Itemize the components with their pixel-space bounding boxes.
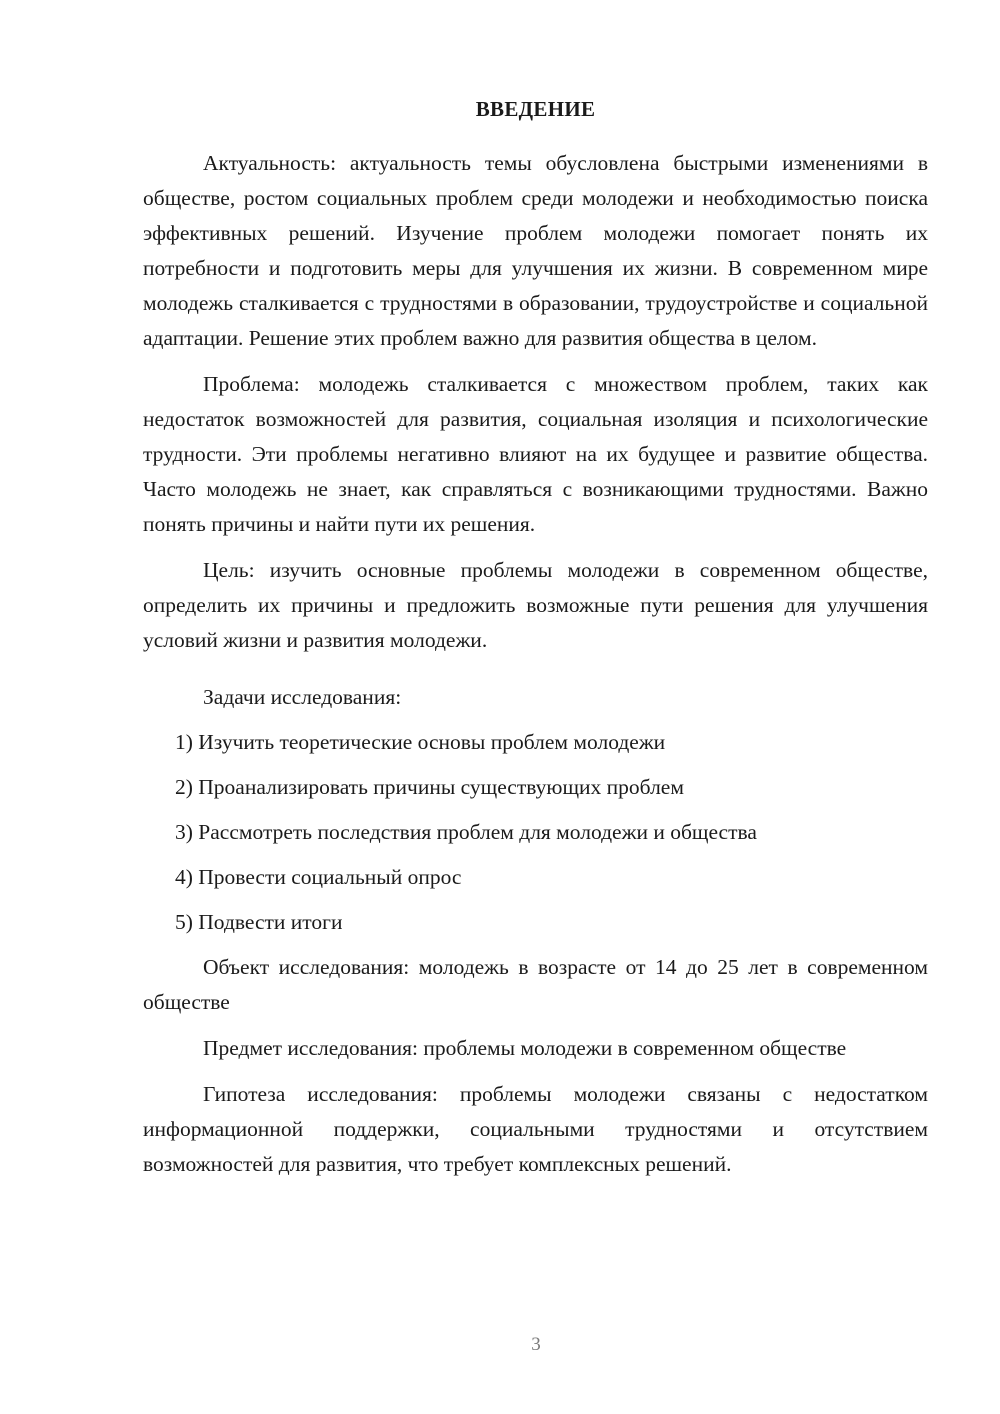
document-page: [143, 92, 928, 1193]
page-number: 3: [531, 1334, 541, 1355]
task-item-1: 1) Изучить теоретические основы проблем молодежи: [175, 730, 666, 754]
goal-paragraph: Цель: изучить основные проблемы молодежи в современном обществе, определить их причины и предложить возможные пути решения для улучшения условий жизни и развития молодежи.: [143, 558, 928, 652]
tasks-title: Задачи исследования:: [203, 685, 402, 709]
section-heading: ВВЕДЕНИЕ: [475, 97, 596, 121]
task-item-3: 3) Рассмотреть последствия проблем для молодежи и общества: [175, 820, 757, 844]
hypothesis-paragraph: Гипотеза исследования: проблемы молодежи связаны с недостатком информационной поддержки, социальными трудностями и отсутствием возможностей для развития, что требует комплексных решений.: [143, 1082, 928, 1176]
problem-paragraph: Проблема: молодежь сталкивается с множеством проблем, таких как недостаток возможностей для развития, социальная изоляция и психологические трудности. Эти проблемы негативно влияют на их будущее и развитие общества. Часто молодежь не знает, как справляться с возникающими трудностями. Важно понять причины и найти пути их решения.: [143, 372, 928, 536]
subject-paragraph: Предмет исследования: проблемы молодежи в современном обществе: [203, 1036, 847, 1060]
relevance-paragraph: Актуальность: актуальность темы обусловлена быстрыми изменениями в обществе, ростом социальных проблем среди молодежи и необходимостью поиска эффективных решений. Изучение проблем молодежи помогает понять их потребности и подготовить меры для улучшения их жизни. В современном мире молодежь сталкивается с трудностями в образовании, трудоустройстве и социальной адаптации. Решение этих проблем важно для развития общества в целом.: [143, 151, 928, 350]
task-item-4: 4) Провести социальный опрос: [175, 865, 462, 889]
object-paragraph: Объект исследования: молодежь в возрасте от 14 до 25 лет в современном обществе: [143, 955, 928, 1014]
task-item-5: 5) Подвести итоги: [175, 910, 343, 934]
task-item-2: 2) Проанализировать причины существующих проблем: [175, 775, 684, 799]
